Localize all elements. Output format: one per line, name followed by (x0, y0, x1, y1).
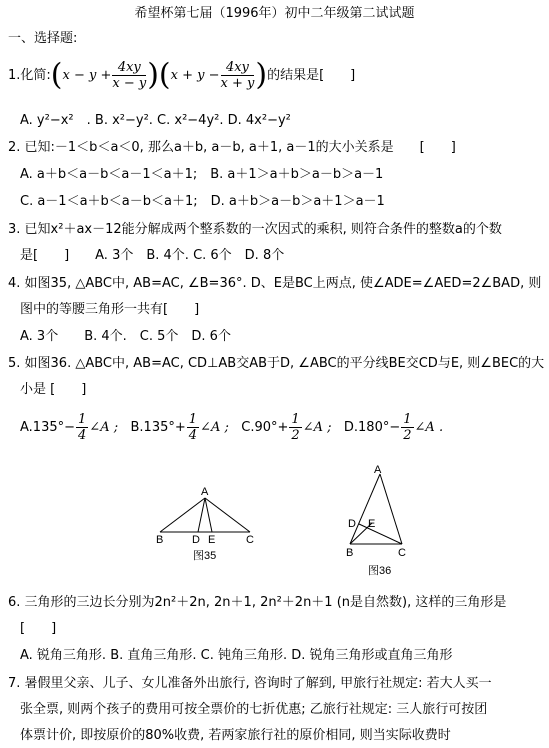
question-3-stem-line1: 3. 已知x²＋ax－12能分解成两个整系数的一次因式的乘积, 则符合条件的整数a的个数 (8, 222, 502, 237)
question-2-stem: 2. 已知:－1＜b＜a＜0, 那么a＋b, a－b, a＋1, a－1的大小关系是 [ ] (8, 140, 456, 155)
page-title: 希望杯第七届（1996年）初中二年级第二试试题 (134, 6, 415, 21)
question-7-line1: 7. 暑假里父亲、儿子、女儿准备外出旅行, 咨询时了解到, 甲旅行社规定: 若大人买一 (8, 676, 492, 691)
question-2-options-cd: C. a－1＜a＋b＜a－b＜a＋1; D. a＋b＞a－b＞a＋1＞a－1 (20, 194, 385, 209)
option-b: B.135°+ $\frac{1}{4}$ ∠A ; (130, 412, 229, 443)
question-1-options: A. y²−x² . B. x²−y². C. x²−4y². D. 4x²−y² (20, 113, 291, 128)
factor1-lead: x − y + (62, 68, 112, 83)
fig36-label-c: C (398, 547, 406, 559)
fig35-label-e: E (208, 534, 216, 546)
option-a: A.135°− $\frac{1}{4}$ ∠A ; (20, 412, 119, 443)
fig36-label-b: B (346, 547, 354, 559)
fig35-caption: 图35 (193, 550, 217, 562)
question-6-options: A. 锐角三角形. B. 直角三角形. C. 钝角三角形. D. 锐角三角形或直角三角形 (20, 648, 453, 663)
question-1-expression: 1.化简:(x − y + $\frac{4xy}{x - y}$ )(x + y − $\frac{4xy}{x + y}$ )的结果是[ ] (8, 57, 356, 93)
fig35-label-c: C (246, 534, 254, 546)
figure-35 (150, 482, 260, 564)
question-3-stem-line2: 是[ ] A. 3个 B. 4个. C. 6个 D. 8个 (20, 248, 285, 263)
question-4-stem-line2: 图中的等腰三角形一共有[ ] (20, 302, 200, 317)
question-5-stem-line2: 小是 [ ] (20, 382, 87, 397)
section-heading: 一、选择题: (8, 31, 78, 46)
question-1-prefix: 1.化简: (8, 68, 51, 83)
question-4-options: A. 3个 B. 4个. C. 5个 D. 6个 (20, 329, 231, 344)
fig35-label-d: D (192, 534, 200, 546)
question-7-line2: 张全票, 则两个孩子的费用可按全票价的七折优惠; 乙旅行社规定: 三人旅行可按团 (20, 702, 488, 717)
question-5-stem-line1: 5. 如图36. △ABC中, AB=AC, CD⊥AB交AB于D, ∠ABC的平分线BE交CD与E, 则∠BEC的大 (8, 356, 545, 371)
option-c: C.90°+ $\frac{1}{2}$ ∠A ; (241, 412, 332, 443)
fig35-label-b: B (156, 534, 164, 546)
factor2-fraction: $\frac{4xy}{x + y}$ (220, 60, 255, 91)
option-d: D.180°− $\frac{1}{2}$ ∠A . (343, 412, 444, 443)
fig35-label-a: A (201, 486, 209, 498)
question-6-stem-line2: [ ] (20, 621, 57, 636)
fig36-caption: 图36 (368, 565, 392, 577)
factor1-fraction: $\frac{4xy}{x - y}$ (112, 60, 147, 91)
question-1-suffix: 的结果是[ ] (267, 68, 356, 83)
question-7-line3: 体票计价, 即按原价的80%收费, 若两家旅行社的原价相同, 则当实际收费时 (20, 728, 451, 743)
question-5-options (20, 410, 443, 446)
fig36-label-d: D (348, 518, 356, 530)
figure-36 (338, 464, 418, 580)
question-2-options-ab: A. a＋b＜a－b＜a－1＜a＋1; B. a＋1＞a＋b＞a－b＞a－1 (20, 167, 384, 182)
question-6-stem-line1: 6. 三角形的三边长分别为2n²＋2n, 2n＋1, 2n²＋2n＋1 (n是自然数), 这样的三角形是 (8, 595, 507, 610)
fig36-label-e: E (368, 518, 376, 530)
question-4-stem-line1: 4. 如图35, △ABC中, AB=AC, ∠B=36°. D、E是BC上两点, 使∠ADE=∠AED=2∠BAD, 则 (8, 276, 542, 291)
factor2-lead: x + y − (170, 68, 220, 83)
fig36-label-a: A (374, 464, 382, 476)
